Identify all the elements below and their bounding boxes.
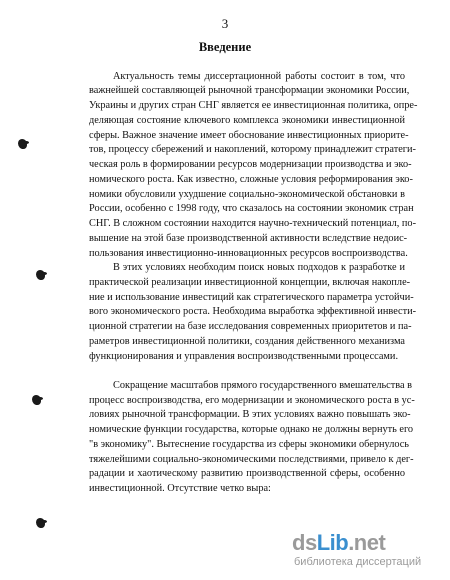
- text-line: тяжелейшими социально-экономическими последствиями, привело к дег-: [89, 454, 414, 465]
- logo-ds: ds: [292, 530, 317, 555]
- text-line: функционирования и управления воспроизводственными процессами.: [89, 351, 399, 362]
- text-line: Украины и других стран СНГ является ее инвестиционная политика, опре-: [89, 100, 418, 111]
- text-line: В этих условиях необходим поиск новых подходов к разработке и: [113, 262, 405, 273]
- text-line: ловиях рыночной трансформации. В этих условиях важно повышать эко-: [89, 409, 411, 420]
- text-line: номические функции государства, которые однако не должны вернуть его: [89, 424, 414, 435]
- text-line: сферы. Важное значение имеет обоснование инвестиционных приорите-: [89, 130, 409, 141]
- text-line: Сокращение масштабов прямого государственного вмешательства в: [113, 380, 412, 391]
- text-line: номического роста. Как известно, сложные условия реформирования эко-: [89, 174, 413, 185]
- text-line: деляющая состояние ключевого комплекса экономики инвестиционной: [89, 115, 405, 126]
- logo-net: .net: [348, 530, 386, 555]
- text-line: практической реализации инвестиционной концепции, включая накопле-: [89, 277, 411, 288]
- margin-mark: [18, 139, 27, 149]
- page-number: 3: [221, 16, 229, 31]
- margin-mark: [36, 518, 45, 528]
- text-line: Актуальность темы диссертационной работы состоит в том, что: [113, 71, 405, 82]
- text-line: важнейшей составляющей рыночной трансформации экономики России,: [89, 85, 410, 96]
- margin-mark: [36, 270, 45, 280]
- text-line: инвестиционной. Отсутствие четко выра:: [89, 483, 271, 494]
- text-line: процесс воспроизводства, его модернизации и экономического роста в ус-: [89, 395, 415, 406]
- text-line: вышение на этой базе производственной активности вследствие недоис-: [89, 233, 408, 244]
- text-line: раметров инвестиционной политики, создания действенного механизма: [89, 336, 405, 347]
- watermark-caption: библиотека диссертаций: [294, 556, 422, 568]
- text-line: ционной стратегии на базе исследования современных приоритетов и па-: [89, 321, 412, 332]
- text-line: "в экономику". Вытеснение государства из сферы экономики обернулось: [89, 439, 410, 450]
- text-line: ние и использование инвестиций как стратегического параметра устойчи-: [89, 292, 414, 303]
- page-heading: Введение: [198, 40, 252, 54]
- text-line: номики обусловили ухудшение социально-экономической обстановки в: [89, 189, 405, 200]
- text-line: ческая роль в формировании ресурсов модернизации производства и эко-: [89, 159, 412, 170]
- text-line: радации и хаотическому развитию производственной сферы, особенно: [89, 468, 405, 479]
- text-line: вого экономического роста. Необходима выработка эффективной инвести-: [89, 306, 417, 317]
- margin-mark: [32, 395, 41, 405]
- dslib-logo: [292, 530, 385, 556]
- logo-lib: Lib: [316, 530, 349, 555]
- dslib-watermark: [292, 530, 442, 574]
- text-line: России, особенно с 1998 году, что сказалось на состоянии экономик стран: [89, 203, 414, 214]
- text-line: СНГ. В сложном состоянии находится научно-технический потенциал, по-: [89, 218, 417, 229]
- text-line: тов, процессу сбережений и накоплений, которому принадлежит стратеги-: [89, 144, 416, 155]
- text-line: пользования инвестиционно-инновационных ресурсов воспроизводства.: [89, 248, 408, 259]
